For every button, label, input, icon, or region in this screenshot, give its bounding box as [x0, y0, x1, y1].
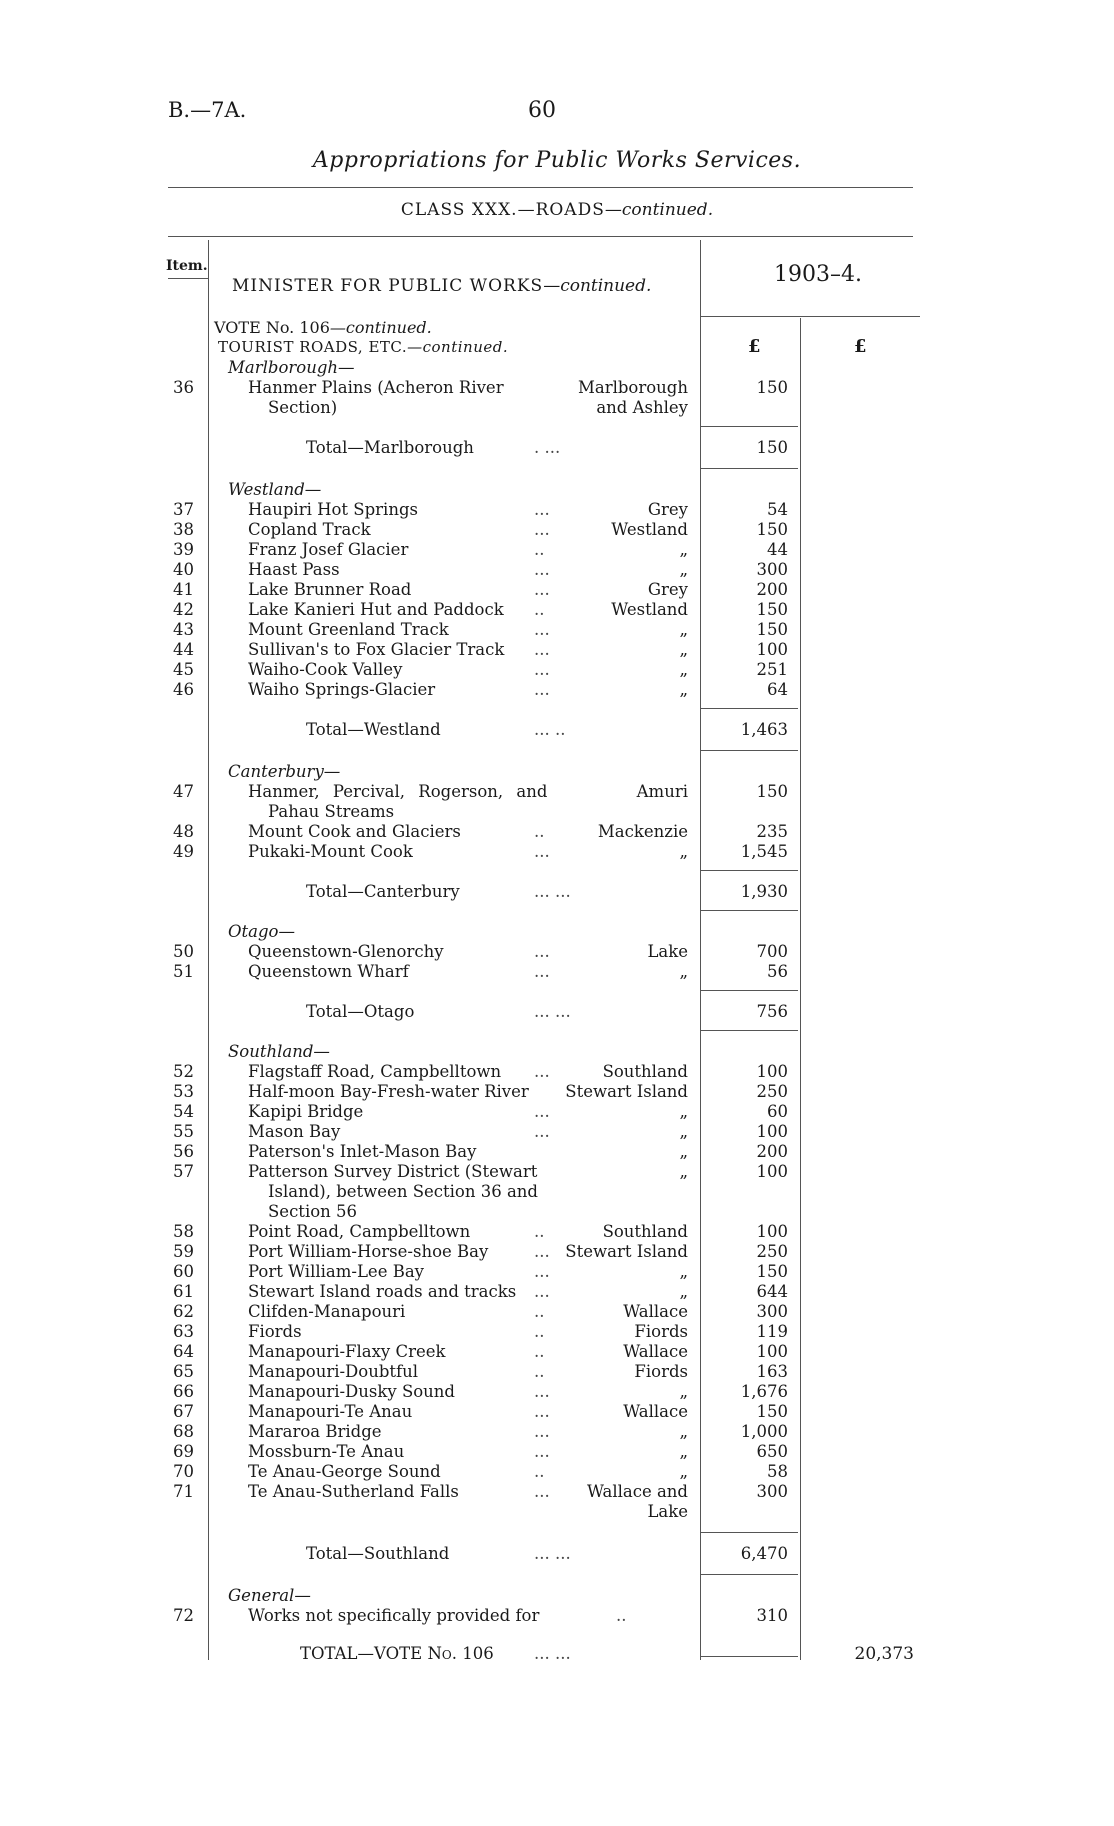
heading-text: General— — [228, 1586, 311, 1605]
item-header-dash — [168, 278, 208, 279]
item-description: Kapipi Bridge — [248, 1102, 364, 1121]
item-amount: 300 — [756, 560, 788, 579]
table-row — [0, 1402, 1114, 1422]
item-description: Works not specifically provided for — [248, 1606, 540, 1625]
leader-dots: ... — [534, 660, 550, 679]
total-row — [0, 882, 1114, 902]
item-electorate: Lake — [647, 1502, 688, 1521]
item-electorate: Stewart Island — [565, 1242, 688, 1261]
item-amount: 1,676 — [740, 1382, 788, 1401]
leader-dots: ... — [534, 942, 550, 961]
item-electorate: „ — [679, 1162, 688, 1181]
item-number: 58 — [173, 1222, 194, 1241]
table-row — [0, 962, 1114, 982]
item-electorate: „ — [679, 560, 688, 579]
leader-dots: ... — [534, 1122, 550, 1141]
item-electorate: Lake — [647, 942, 688, 961]
table-row — [0, 1102, 1114, 1122]
item-number: 60 — [173, 1262, 194, 1281]
item-electorate: Westland — [611, 600, 688, 619]
leader-dots: .. — [534, 1362, 545, 1381]
tourist-line — [218, 338, 508, 356]
section-heading — [0, 358, 1114, 378]
item-amount: 250 — [756, 1242, 788, 1261]
table-row — [0, 1382, 1114, 1402]
total-label: Total—Canterbury — [306, 882, 460, 901]
section-heading — [0, 1586, 1114, 1606]
item-description: Hanmer Plains (Acheron River — [248, 378, 504, 397]
item-electorate: Marlborough — [577, 378, 688, 397]
item-electorate: „ — [679, 640, 688, 659]
table-row — [0, 640, 1114, 660]
item-electorate: Wallace — [623, 1342, 688, 1361]
subtotal-rule — [700, 1030, 798, 1031]
item-description: Stewart Island roads and tracks — [248, 1282, 517, 1301]
class-title — [0, 200, 1114, 220]
heading-text: Canterbury— — [228, 762, 341, 781]
item-description: Fiords — [248, 1322, 302, 1341]
leader-dots: . ... — [534, 438, 561, 457]
item-number: 57 — [173, 1162, 194, 1181]
total-amount: 756 — [756, 1002, 788, 1021]
item-amount: 64 — [767, 680, 788, 699]
table-row-continued — [0, 1182, 1114, 1202]
leader-dots: ... — [534, 1442, 550, 1461]
table-row — [0, 680, 1114, 700]
item-amount: 300 — [756, 1482, 788, 1501]
item-electorate: „ — [679, 540, 688, 559]
item-number: 36 — [173, 378, 194, 397]
leader-dots: ... — [534, 1422, 550, 1441]
item-electorate: Amuri — [636, 782, 688, 801]
table-row — [0, 1342, 1114, 1362]
item-number: 65 — [173, 1362, 194, 1381]
item-amount: 58 — [767, 1462, 788, 1481]
item-description: Queenstown Wharf — [248, 962, 409, 981]
item-description: Clifden-Manapouri — [248, 1302, 406, 1321]
subtotal-rule — [700, 426, 798, 427]
item-amount: 100 — [756, 1062, 788, 1081]
leader-dots: ... .. — [534, 720, 566, 739]
leader-dots: ... ... — [534, 1644, 571, 1663]
total-amount: 150 — [756, 438, 788, 457]
item-description: Lake Kanieri Hut and Paddock — [248, 600, 504, 619]
item-description: Mason Bay — [248, 1122, 341, 1141]
leader-dots: ... — [534, 680, 550, 699]
total-row — [0, 1544, 1114, 1564]
item-amount: 200 — [756, 580, 788, 599]
item-description: Port William-Horse-shoe Bay — [248, 1242, 489, 1261]
item-electorate: Fiords — [634, 1322, 688, 1341]
table-row-continued — [0, 398, 1114, 418]
item-number: 56 — [173, 1142, 194, 1161]
item-amount: 650 — [756, 1442, 788, 1461]
currency-header-subtotal: £ — [748, 336, 761, 357]
table-row — [0, 660, 1114, 680]
item-column-header: Item. — [166, 258, 208, 274]
item-number: 40 — [173, 560, 194, 579]
leader-dots: .. — [534, 1342, 545, 1361]
table-row — [0, 1062, 1114, 1082]
table-row — [0, 1222, 1114, 1242]
item-description: Port William-Lee Bay — [248, 1262, 424, 1281]
item-number: 47 — [173, 782, 194, 801]
item-description: Te Anau-Sutherland Falls — [248, 1482, 459, 1501]
item-electorate: „ — [679, 1422, 688, 1441]
table-row — [0, 1242, 1114, 1262]
item-description: Waiho Springs-Glacier — [248, 680, 436, 699]
item-number: 39 — [173, 540, 194, 559]
item-description: Lake Brunner Road — [248, 580, 412, 599]
item-electorate: „ — [679, 1282, 688, 1301]
item-number: 67 — [173, 1402, 194, 1421]
leader-dots: ... — [534, 640, 550, 659]
item-amount: 100 — [756, 1342, 788, 1361]
item-amount: 163 — [756, 1362, 788, 1381]
table-row — [0, 500, 1114, 520]
leader-dots: .. — [534, 1302, 545, 1321]
item-description: Point Road, Campbelltown — [248, 1222, 471, 1241]
item-electorate: „ — [679, 1142, 688, 1161]
table-row — [0, 540, 1114, 560]
item-number: 38 — [173, 520, 194, 539]
item-number: 41 — [173, 580, 194, 599]
title-rule — [168, 187, 913, 188]
item-amount: 200 — [756, 1142, 788, 1161]
leader-dots: ... — [534, 1402, 550, 1421]
item-amount: 150 — [756, 600, 788, 619]
item-description: Manapouri-Te Anau — [248, 1402, 413, 1421]
section-heading — [0, 480, 1114, 500]
item-description: Flagstaff Road, Campbelltown — [248, 1062, 502, 1081]
leader-dots: ... — [534, 520, 550, 539]
item-amount: 310 — [756, 1606, 788, 1625]
leader-dots: ... — [534, 620, 550, 639]
item-electorate: „ — [679, 1462, 688, 1481]
item-description: Section) — [268, 398, 338, 417]
total-label: Total—Marlborough — [306, 438, 474, 457]
table-row — [0, 1362, 1114, 1382]
subtotal-rule — [700, 870, 798, 871]
item-description: Mount Greenland Track — [248, 620, 449, 639]
leader-dots: ... — [534, 1482, 550, 1501]
leader-dots: ... — [534, 500, 550, 519]
item-number: 71 — [173, 1482, 194, 1501]
item-amount: 54 — [767, 500, 788, 519]
leader-dots: ... — [534, 580, 550, 599]
item-description: Queenstown-Glenorchy — [248, 942, 444, 961]
table-row — [0, 1142, 1114, 1162]
item-number: 62 — [173, 1302, 194, 1321]
vote-text: VOTE No. 106 — [214, 318, 330, 337]
item-description: Mount Cook and Glaciers — [248, 822, 461, 841]
item-description: Pukaki-Mount Cook — [248, 842, 413, 861]
item-number: 72 — [173, 1606, 194, 1625]
minister-cont: —continued. — [543, 276, 652, 296]
item-description: Section 56 — [268, 1202, 358, 1221]
subtotal-rule — [700, 910, 798, 911]
total-label: Total—Otago — [306, 1002, 415, 1021]
table-row — [0, 1422, 1114, 1442]
item-electorate: „ — [679, 842, 688, 861]
item-description: Waiho-Cook Valley — [248, 660, 403, 679]
item-amount: 1,545 — [740, 842, 788, 861]
item-amount: 250 — [756, 1082, 788, 1101]
subtotal-rule — [700, 990, 798, 991]
leader-dots: ... ... — [534, 1002, 571, 1021]
item-amount: 100 — [756, 1222, 788, 1241]
leader-dots: ... — [534, 1062, 550, 1081]
item-number: 53 — [173, 1082, 194, 1101]
item-description: Manapouri-Doubtful — [248, 1362, 419, 1381]
leader-dots: ... — [534, 1242, 550, 1261]
item-description: Pahau Streams — [268, 802, 395, 821]
item-amount: 150 — [756, 1402, 788, 1421]
item-number: 45 — [173, 660, 194, 679]
item-description: Hanmer, Percival, Rogerson, and — [248, 782, 548, 801]
table-row — [0, 1322, 1114, 1342]
table-row — [0, 942, 1114, 962]
table-row — [0, 1482, 1114, 1502]
item-description: Franz Josef Glacier — [248, 540, 409, 559]
class-title-cont: —continued. — [604, 200, 714, 220]
item-amount: 700 — [756, 942, 788, 961]
item-number: 48 — [173, 822, 194, 841]
item-description: Copland Track — [248, 520, 371, 539]
table-row — [0, 1282, 1114, 1302]
item-description: Patterson Survey District (Stewart — [248, 1162, 538, 1181]
item-description: Mossburn-Te Anau — [248, 1442, 405, 1461]
leader-dots: .. — [534, 822, 545, 841]
table-row — [0, 620, 1114, 640]
heading-text: Southland— — [228, 1042, 330, 1061]
item-number: 63 — [173, 1322, 194, 1341]
tourist-text: TOURIST ROADS, ETC. — [218, 338, 408, 356]
subtotal-rule — [700, 750, 798, 751]
item-electorate: „ — [679, 620, 688, 639]
total-label: Total—Southland — [306, 1544, 450, 1563]
item-electorate: Grey — [647, 500, 688, 519]
item-number: 68 — [173, 1422, 194, 1441]
table-row — [0, 378, 1114, 398]
table-row — [0, 822, 1114, 842]
item-electorate: „ — [679, 660, 688, 679]
item-number: 66 — [173, 1382, 194, 1401]
table-row — [0, 1442, 1114, 1462]
vote-line — [214, 318, 432, 337]
vote-cont: —continued. — [329, 318, 432, 337]
item-number: 50 — [173, 942, 194, 961]
leader-dots: ... — [534, 1262, 550, 1281]
section-heading — [0, 1042, 1114, 1062]
leader-dots: .. — [534, 1462, 545, 1481]
item-description: Sullivan's to Fox Glacier Track — [248, 640, 505, 659]
total-row — [0, 1002, 1114, 1022]
item-number: 69 — [173, 1442, 194, 1461]
item-number: 51 — [173, 962, 194, 981]
item-electorate: Fiords — [634, 1362, 688, 1381]
table-row — [0, 782, 1114, 802]
item-number: 42 — [173, 600, 194, 619]
page-title: Appropriations for Public Works Services. — [312, 148, 802, 173]
leader-dots: ... — [534, 962, 550, 981]
total-label: Total—Westland — [306, 720, 441, 739]
item-amount: 150 — [756, 520, 788, 539]
table-row-continued — [0, 1202, 1114, 1222]
grand-total-row — [0, 1644, 1114, 1664]
item-amount: 1,000 — [740, 1422, 788, 1441]
subtotal-rule — [700, 1574, 798, 1575]
leader-dots: ... — [534, 1382, 550, 1401]
leader-dots: ... — [534, 842, 550, 861]
tourist-cont: —continued. — [407, 338, 509, 356]
item-electorate: „ — [679, 680, 688, 699]
table-row — [0, 580, 1114, 600]
subtotal-rule — [700, 1532, 798, 1533]
grand-total-amount: 20,373 — [854, 1644, 914, 1664]
leader-dots: .. — [534, 1222, 545, 1241]
heading-text: Otago— — [228, 922, 295, 941]
item-amount: 44 — [767, 540, 788, 559]
year-header: 1903–4. — [774, 262, 862, 287]
item-description: Haast Pass — [248, 560, 340, 579]
item-description: Paterson's Inlet-Mason Bay — [248, 1142, 477, 1161]
section-heading — [0, 922, 1114, 942]
item-number: 61 — [173, 1282, 194, 1301]
item-number: 43 — [173, 620, 194, 639]
heading-text: Westland— — [228, 480, 322, 499]
item-description: Te Anau-George Sound — [248, 1462, 441, 1481]
total-row — [0, 720, 1114, 740]
leader-dots: ... — [534, 1282, 550, 1301]
item-description: Manapouri-Dusky Sound — [248, 1382, 455, 1401]
item-number: 49 — [173, 842, 194, 861]
total-amount: 1,463 — [740, 720, 788, 739]
item-number: 52 — [173, 1062, 194, 1081]
table-row — [0, 560, 1114, 580]
leader-dots: .. — [616, 1606, 627, 1625]
table-row — [0, 1462, 1114, 1482]
item-electorate: „ — [679, 1102, 688, 1121]
item-amount: 150 — [756, 620, 788, 639]
item-electorate: „ — [679, 962, 688, 981]
subtotal-rule — [700, 468, 798, 469]
document-reference: B.—7A. — [168, 98, 247, 122]
table-row-continued — [0, 802, 1114, 822]
leader-dots: .. — [534, 600, 545, 619]
item-number: 70 — [173, 1462, 194, 1481]
item-amount: 60 — [767, 1102, 788, 1121]
item-electorate: Southland — [602, 1222, 688, 1241]
item-number: 44 — [173, 640, 194, 659]
item-description: Half-moon Bay-Fresh-water River — [248, 1082, 529, 1101]
section-heading — [0, 762, 1114, 782]
item-electorate: Stewart Island — [565, 1082, 688, 1101]
subtotal-rule — [700, 708, 798, 709]
table-row — [0, 520, 1114, 540]
page-number: 60 — [528, 98, 556, 123]
item-number: 59 — [173, 1242, 194, 1261]
table-row — [0, 1262, 1114, 1282]
item-electorate: Wallace and — [586, 1482, 688, 1501]
item-number: 64 — [173, 1342, 194, 1361]
item-number: 54 — [173, 1102, 194, 1121]
item-electorate: Grey — [647, 580, 688, 599]
table-row — [0, 1302, 1114, 1322]
item-amount: 150 — [756, 782, 788, 801]
table-row — [0, 1162, 1114, 1182]
header-rule-top — [168, 236, 913, 237]
item-description: Mararoa Bridge — [248, 1422, 382, 1441]
leader-dots: .. — [534, 1322, 545, 1341]
table-row — [0, 1082, 1114, 1102]
item-electorate: „ — [679, 1262, 688, 1281]
leader-dots: .. — [534, 540, 545, 559]
total-amount: 1,930 — [740, 882, 788, 901]
item-amount: 100 — [756, 640, 788, 659]
heading-text: Marlborough— — [228, 358, 355, 377]
total-amount: 6,470 — [740, 1544, 788, 1563]
item-number: 37 — [173, 500, 194, 519]
item-description: Island), between Section 36 and — [268, 1182, 538, 1201]
table-row-continued — [0, 1502, 1114, 1522]
item-electorate: Westland — [611, 520, 688, 539]
item-electorate: and Ashley — [596, 398, 688, 417]
currency-header-total: £ — [854, 336, 867, 357]
grand-total-label: TOTAL—VOTE No. 106 — [300, 1644, 494, 1663]
item-electorate: Mackenzie — [597, 822, 688, 841]
item-electorate: „ — [679, 1442, 688, 1461]
item-electorate: Wallace — [623, 1302, 688, 1321]
item-amount: 100 — [756, 1122, 788, 1141]
table-row — [0, 842, 1114, 862]
item-number: 55 — [173, 1122, 194, 1141]
minister-text: MINISTER FOR PUBLIC WORKS — [232, 276, 544, 296]
item-electorate: „ — [679, 1382, 688, 1401]
item-amount: 56 — [767, 962, 788, 981]
item-amount: 251 — [756, 660, 788, 679]
item-amount: 644 — [756, 1282, 788, 1301]
class-title-text: CLASS XXX.—ROADS — [400, 200, 605, 220]
leader-dots: ... ... — [534, 1544, 571, 1563]
item-number: 46 — [173, 680, 194, 699]
item-amount: 300 — [756, 1302, 788, 1321]
item-description: Haupiri Hot Springs — [248, 500, 418, 519]
table-row — [0, 1606, 1114, 1626]
item-amount: 150 — [756, 1262, 788, 1281]
total-row — [0, 438, 1114, 458]
item-amount: 119 — [756, 1322, 788, 1341]
minister-header — [232, 276, 651, 296]
item-electorate: Southland — [602, 1062, 688, 1081]
item-amount: 150 — [756, 378, 788, 397]
leader-dots: ... — [534, 1102, 550, 1121]
table-row — [0, 1122, 1114, 1142]
item-electorate: „ — [679, 1122, 688, 1141]
item-description: Manapouri-Flaxy Creek — [248, 1342, 446, 1361]
item-amount: 235 — [756, 822, 788, 841]
leader-dots: ... — [534, 560, 550, 579]
year-header-rule — [700, 316, 920, 317]
table-row — [0, 600, 1114, 620]
item-electorate: Wallace — [623, 1402, 688, 1421]
item-amount: 100 — [756, 1162, 788, 1181]
leader-dots: ... ... — [534, 882, 571, 901]
